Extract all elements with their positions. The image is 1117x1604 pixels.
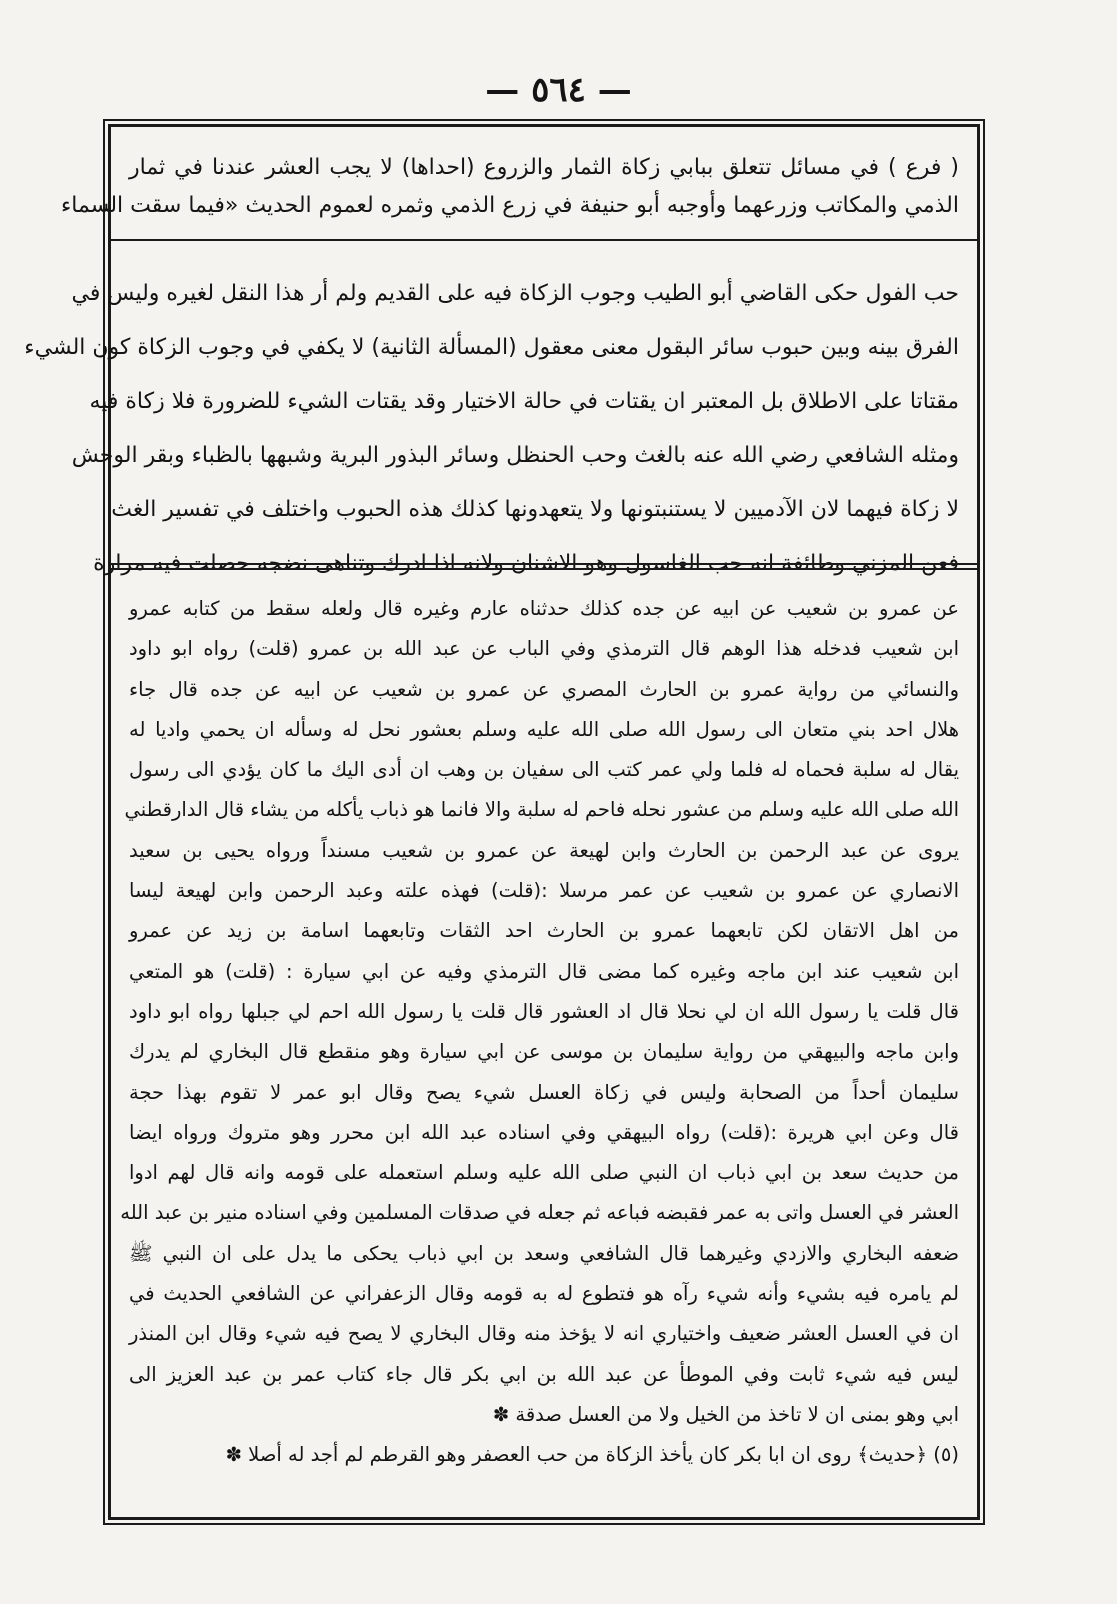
- text-line: ضعفه البخاري والازدي وغيرهما قال الشافعي وسعد بن ابي ذباب يحكى ما يدل على ان النبي ﷺ: [129, 1241, 959, 1265]
- text-line: وابن ماجه والبيهقي من رواية سليمان بن موسى عن ابي سيارة وهو منقطع قال البخاري لم يدرك: [129, 1040, 959, 1064]
- text-line: لم يامره فيه بشيء وأنه شيء رآه هو فتطوع له به قومه وقال الزعفراني عن الشافعي الحديث في: [129, 1282, 959, 1306]
- text-line: العشر في العسل واتى به عمر فقبضه فباعه ثم جعله في صدقات المسلمين وفي اسناده منير بن عبد الله: [120, 1201, 959, 1225]
- text-line: لا زكاة فيهما لان الآدميين لا يستنبتونها ولا يتعهدونها كذلك هذه الحبوب واختلف في تفسير الغث: [111, 497, 959, 522]
- text-line: يروى عن عبد الرحمن بن الحارث وابن لهيعة عن عمرو بن شعيب مسنداً ورواه يحيى بن سعيد: [129, 838, 959, 862]
- text-line: من حديث سعد بن ابي ذباب ان النبي صلى الله عليه وسلم استعمله على قومه وانه قال لهم ادوا: [129, 1161, 959, 1185]
- text-line: من اهل الاتقان لكن تابعهما عمرو بن الحارث احد الثقات وتابعهما اسامة بن زيد عن عمرو: [129, 919, 959, 943]
- text-line: ليس فيه شيء ثابت وفي الموطأ عن عبد الله بن ابي بكر قال جاء كتاب عمر بن عبد العزيز الى: [129, 1362, 959, 1386]
- text-line: فعن المزني وطائفة انه حب الغاسول وهو الاشنان ولانه اذا ادرك وتناهى نضجه حصلت فيه مرارة: [93, 551, 959, 576]
- text-line: مقتاتا على الاطلاق بل المعتبر ان يقتات في حالة الاختيار وقد يقتات الشيء للضرورة فلا زكاة فيه: [89, 389, 959, 414]
- text-line: ( فرع ) في مسائل تتعلق ببابي زكاة الثمار والزروع (احداها) لا يجب العشر عندنا في ثمار: [129, 155, 959, 180]
- text-line: قال وعن ابي هريرة :(قلت) رواه البيهقي وفي اسناده عبد الله ابن محرر وهو متروك ورواه ايضا: [129, 1120, 959, 1144]
- top-note: [60, 149, 959, 225]
- text-line: سليمان أحداً من الصحابة وليس في زكاة العسل شيء يصح وقال ابو عمر لا تقوم بهذا حجة: [129, 1080, 959, 1104]
- text-line: ان في العسل العشر ضعيف واختياري انه لا يؤخذ منه وقال البخاري لا يصح فيه شيء وقال ابن المنذر: [129, 1322, 959, 1346]
- text-line: يقال له سلبة فحماه له فلما ولي عمر كتب الى سفيان بن وهب ان أدى اليك ما كان يؤدي الى رسول: [129, 758, 959, 782]
- divider: [111, 239, 977, 241]
- text-line: عن عمرو بن شعيب عن ابيه عن جده كذلك حدثناه عارم وغيره قال ولعله سقط من كتابه عمرو: [129, 597, 959, 620]
- text-line: حب الفول حكى القاضي أبو الطيب وجوب الزكاة فيه على القديم ولم أر هذا النقل لغيره وليس في: [71, 281, 959, 306]
- page-frame: [24, 124, 980, 1520]
- text-line: ابن شعيب عند ابن ماجه وغيره كما مضى قال الترمذي وفيه عن ابي سيارة : (قلت) هو المتعي: [129, 959, 959, 983]
- text-line: ابن شعيب فدخله هذا الوهم قال الترمذي وفي الباب عن عبد الله بن عمرو (قلت) رواه ابو داود: [129, 637, 959, 661]
- double-divider: [111, 563, 977, 570]
- text-line: والنسائي من رواية عمرو بن الحارث المصري عن عمرو بن شعيب عن ابيه عن جده قال جاء: [129, 677, 959, 701]
- text-line: الانصاري عن عمرو بن شعيب عن عمر مرسلا :(قلت) فهذه علته وعبد الرحمن وابن لهيعة ليسا: [129, 879, 959, 903]
- page-number: — ٥٦٤ —: [485, 70, 632, 110]
- bottom-section: [120, 589, 959, 1476]
- text-line: هلال احد بني متعان الى رسول الله صلى الله عليه وسلم بعشور نحل له وسأله ان يحمي واديا له: [129, 717, 959, 741]
- text-line: ابي وهو بمنى ان لا تاخذ من الخيل ولا من العسل صدقة ✽: [492, 1402, 959, 1426]
- text-line: قال قلت يا رسول الله ان لي نحلا قال اد العشور قال قلت يا رسول الله احم لي جبلها رواه ابو داود: [129, 999, 959, 1023]
- footnote-line: (٥) ﴿حديث﴾ روى ان ابا بكر كان يأخذ الزكاة من حب العصفر وهو القرطم لم أجد له أصلا ✽: [225, 1443, 959, 1467]
- text-line: ومثله الشافعي رضي الله عنه بالغث وحب الحنظل وسائر البذور البرية وشبهها بالظباء وبقر الوحش: [71, 443, 959, 468]
- text-line: الفرق بينه وبين حبوب سائر البقول معنى معقول (المسألة الثانية) لا يكفي في وجوب الزكاة كون الشيء: [24, 335, 959, 360]
- text-line: الذمي والمكاتب وزرعهما وأوجبه أبو حنيفة في زرع الذمي وثمره لعموم الحديث «فيما سقت السماء: [60, 193, 959, 218]
- text-line: الله صلى الله عليه وسلم من عشور نحله فاحم له سلبة والا فانما هو ذباب يأكله من يشاء قال الدارقطني: [124, 798, 959, 822]
- middle-section: [24, 267, 959, 591]
